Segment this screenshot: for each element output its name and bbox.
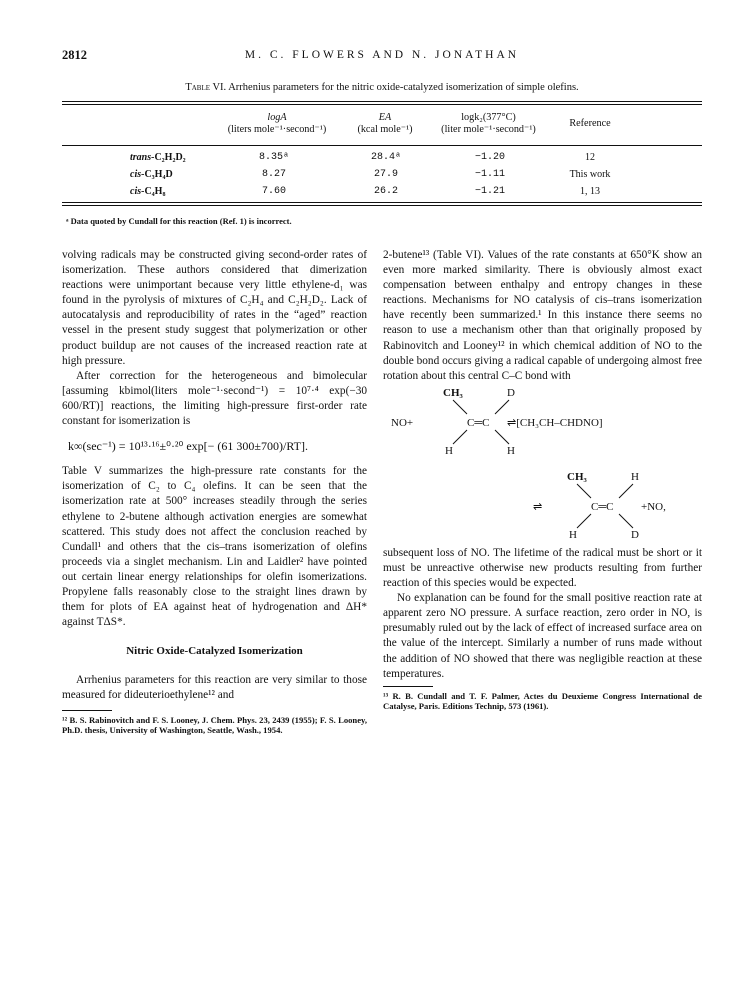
right-column: [383, 248, 702, 712]
table-bottom-rule: [62, 202, 702, 203]
col-logk-header: logk₂(377°C) (liter mole⁻¹·second⁻¹): [441, 112, 536, 135]
table-row: cis-C₄H₈ 7.60 26.2 −1.21 1, 13: [130, 186, 600, 197]
page-number: 2812: [62, 48, 87, 62]
footnote-13: ¹³ R. B. Cundall and T. F. Palmer, Actes du Deuxieme Congress International de Catalyse, Paris. Editions Technip, 573 (1961).: [383, 690, 702, 712]
table-row: trans-C₂H₂D₂ 8.35ᵃ 28.4ᵃ −1.20 12: [130, 152, 595, 163]
left-paragraph-1: volving radicals may be constructed giving second-order rates of isomerization. These authors considered that dimerization reactions were unimportant because very little ethylene-d₁ was found in the pyrolysis of mixtures of C₂H₄ and C₂H₂D₂. Lack of autocatalysis and reproducibility of rates in the “aged” reaction vessel in the present study suggest that polymerization or other product buildup are not causes of the increased reaction rate at high pressure.: [62, 249, 367, 367]
mechanism-bonds: [383, 384, 702, 546]
col-ea-header: EA (kcal mole⁻¹): [357, 112, 413, 135]
d-label-2: D: [631, 528, 639, 541]
right-paragraph-1: 2-butene¹³ (Table VI). Values of the rate constants at 650°K show an even more marked similarity. There is obviously almost exact compensation between enthalpy and entropy changes in these reactions. Mechanisms for NO catalysis of cis–trans isomerization have recently been summarized.¹ In this instance there seems no reason to use a mechanism other than that originally proposed by Rabinovitch and Looney¹² in which chemical addition of NO to the double bond occurs giving a radical capable of undergoing almost free rotation about this central C–C bond with: [383, 249, 702, 382]
table-caption: [62, 82, 702, 93]
left-column: [62, 248, 367, 736]
ch3-label-1: CH₃: [443, 386, 463, 399]
col-loga-header: logA (liters mole⁻¹·second⁻¹): [227, 112, 327, 135]
d-label-1: D: [507, 386, 515, 399]
left-paragraph-2: After correction for the heterogeneous and bimolecular [assuming kbimol(liters mole⁻¹·second⁻¹) = 10⁷·⁴ exp(−30 600/RT)] reactions, the limiting high-pressure first-order rate constant for isomerization is: [62, 369, 367, 428]
table-header-rule: [62, 145, 702, 146]
h-label-1a: H: [445, 444, 453, 457]
table-row: cis-C₃H₄D 8.27 27.9 −1.11 This work: [130, 169, 611, 180]
plus-no: +NO,: [641, 500, 666, 513]
right-paragraph-2: subsequent loss of NO. The lifetime of the radical must be short or it must be unreactive otherwise new products resulting from further reaction of this species would be expected.: [383, 546, 702, 590]
equilibrium-arrow: ⇌: [533, 500, 543, 513]
table-label: Table VI.: [185, 82, 227, 93]
left-paragraph-4: Arrhenius parameters for this reaction are very similar to those measured for dideuterioethylene¹² and: [62, 674, 367, 702]
h-label-2b: H: [569, 528, 577, 541]
right-paragraph-3: No explanation can be found for the small positive reaction rate at apparent zero NO pressure. A surface reaction, zero order in NO, is presumably ruled out by the lack of effect of increased surface area on the value of the intercept. Similarly a number of runs made without the addition of NO showed that there was negligible reaction at these temperatures.: [383, 592, 702, 680]
h-label-1b: H: [507, 444, 515, 457]
footnote-12: ¹² B. S. Rabinovitch and F. S. Looney, J. Chem. Phys. 23, 2439 (1955); F. S. Looney, Ph.D. thesis, University of Washington, Seattle, Wash., 1954.: [62, 714, 367, 736]
table-top-rule: [62, 101, 702, 102]
rate-equation: k∞(sec⁻¹) = 10¹³·¹⁶±⁰·²⁰ exp[− (61 300±700)/RT].: [68, 439, 308, 454]
section-heading: Nitric Oxide-Catalyzed Isomerization: [126, 645, 303, 658]
table-top-rule-2: [62, 104, 702, 105]
mechanism-diagram: [383, 384, 702, 546]
double-bond-2: C═C: [591, 500, 614, 513]
page-header: [62, 48, 702, 68]
col-reference-header: Reference: [569, 118, 611, 129]
running-title: M. C. FLOWERS AND N. JONATHAN: [244, 49, 520, 61]
radical-intermediate: ⇌[CH₃CH–CHDNO]: [507, 416, 603, 429]
left-paragraph-3: Table V summarizes the high-pressure rate constants for the isomerization of C₂ to C₄ olefins. It can be seen that the isomerization rate at 500° increases steadily through the series ethylene to 2-butene although activation energies are somewhat scattered. This study does not affect the conclusion reached by Cundall¹ and others that the cis–trans isomerization of olefins proceeds via a singlet mechanism. Lin and Laidler² have pointed out certain linear energy relationships for olefin isomerizations. Propylene falls reasonably close to the straight lines drawn by them for plots of EA against heat of hydrogenation and ΔH* against TΔS*.: [62, 465, 367, 629]
double-bond-1: C═C: [467, 416, 490, 429]
table-bottom-rule-2: [62, 205, 702, 206]
no-plus: NO+: [391, 416, 414, 429]
footnote-rule-right: [383, 686, 433, 687]
ch3-label-2: CH₃: [567, 470, 587, 483]
h-label-2a: H: [631, 470, 639, 483]
footnote-rule: [62, 710, 112, 711]
table-footnote: ᵃ Data quoted by Cundall for this reaction (Ref. 1) is incorrect.: [66, 216, 292, 226]
table-caption-text: Arrhenius parameters for the nitric oxide-catalyzed isomerization of simple olefins.: [228, 82, 579, 93]
